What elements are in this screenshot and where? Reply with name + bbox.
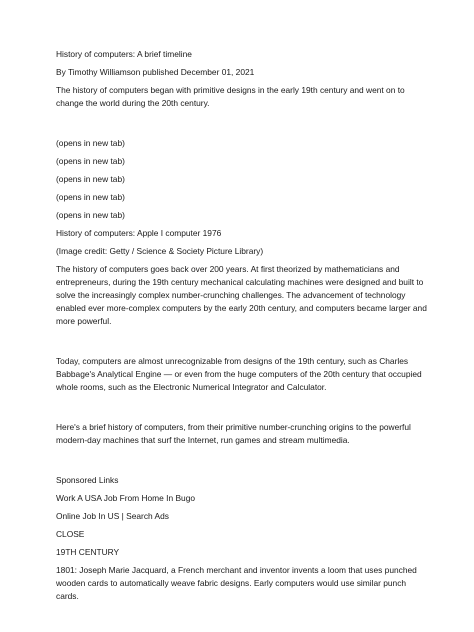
sponsored-link[interactable]: Online Job In US | Search Ads [56, 511, 169, 521]
sponsored-link[interactable]: Work A USA Job From Home In Bugo [56, 493, 196, 503]
new-tab-link[interactable]: (opens in new tab) [56, 192, 125, 202]
byline: By Timothy Williamson published December 01, 2021 [56, 67, 255, 77]
sponsored-links-heading: Sponsored Links [56, 475, 119, 485]
intro-paragraph: The history of computers began with primitive designs in the early 19th century and went on to change the world during the 20th century. [56, 85, 405, 108]
close-button[interactable]: CLOSE [56, 529, 85, 539]
new-tab-link[interactable]: (opens in new tab) [56, 174, 125, 184]
image-credit: (Image credit: Getty / Science & Society Picture Library) [56, 246, 264, 256]
new-tab-link[interactable]: (opens in new tab) [56, 138, 125, 148]
body-paragraph: The history of computers goes back over 200 years. At first theorized by mathematicians and entrepreneurs, during the 19th century mechanical calculating machines were designed and built to solve the increasingly complex number-crunching challenges. The advancement of technology enabled ever more-complex computers by the early 20th century, and computers became larger and more powerful. [56, 264, 427, 326]
new-tab-link[interactable]: (opens in new tab) [56, 156, 125, 166]
body-paragraph: Here's a brief history of computers, from their primitive number-crunching origins to the powerful modern-day machines that surf the Internet, run games and stream multimedia. [56, 422, 411, 445]
image-caption: History of computers: Apple I computer 1976 [56, 228, 222, 238]
body-paragraph: Today, computers are almost unrecognizable from designs of the 19th century, such as Charles Babbage's Analytical Engine — or even from the huge computers of the 20th century that occupied whole rooms, such as the Electronic Numerical Integrator and Calculator. [56, 356, 422, 392]
new-tab-link[interactable]: (opens in new tab) [56, 210, 125, 220]
body-paragraph: 1801: Joseph Marie Jacquard, a French merchant and inventor invents a loom that uses punched wooden cards to automatically weave fabric designs. Early computers would use similar punch cards. [56, 565, 417, 601]
document-page [56, 48, 428, 603]
article-title: History of computers: A brief timeline [56, 49, 192, 59]
section-heading: 19TH CENTURY [56, 547, 120, 557]
